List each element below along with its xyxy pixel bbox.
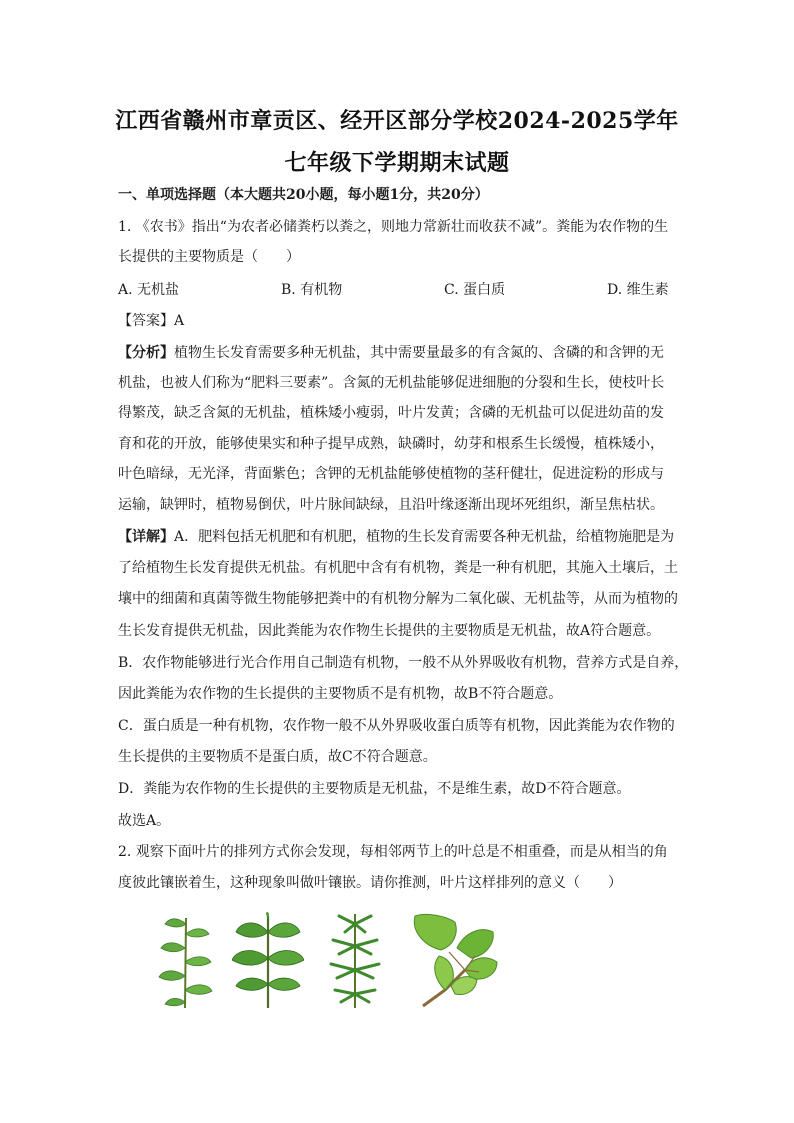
q1-option-b: B. 有机物 bbox=[281, 282, 343, 298]
q1-detail-line: B．农作物能够进行光合作用自己制造有机物，一般不从外界吸收有机物，营养方式是自养， bbox=[118, 655, 689, 671]
q1-option-a: A. 无机盐 bbox=[118, 282, 180, 298]
q1-analysis-line: 得繁茂，缺乏含氮的无机盐，植株矮小瘦弱，叶片发黄；含磷的无机盐可以促进幼苗的发 bbox=[118, 405, 664, 421]
q1-stem-line: 长提供的主要物质是（ ） bbox=[118, 249, 300, 265]
plant-opposite-leaves-image bbox=[232, 910, 304, 1010]
q1-detail-line: 壤中的细菌和真菌等微生物能够把粪中的有机物分解为二氧化碳、无机盐等，从而为植物的 bbox=[118, 591, 678, 607]
q1-detail-line: 生长提供的主要物质不是蛋白质，故C不符合题意。 bbox=[118, 749, 437, 765]
q1-detail-line: D．粪能为农作物的生长提供的主要物质是无机盐，不是维生素，故D不符合题意。 bbox=[118, 781, 631, 797]
q1-detail-line1 bbox=[118, 527, 678, 547]
q1-answer: 【答案】A bbox=[118, 313, 185, 329]
q1-conclusion: 故选A。 bbox=[118, 813, 171, 829]
q1-analysis-line: 育和花的开放，能够使果实和种子提早成熟，缺磷时，幼芽和根系生长缓慢，植株矮小， bbox=[118, 436, 664, 452]
analysis-text: 植物生长发育需要多种无机盐，其中需要量最多的有含氮的、含磷的和含钾的无 bbox=[174, 345, 664, 361]
analysis-tag: 【分析】 bbox=[118, 345, 174, 361]
q1-detail-line: C．蛋白质是一种有机物，农作物一般不从外界吸收蛋白质等有机物，因此粪能为农作物的 bbox=[118, 718, 675, 734]
q1-detail-line: 了给植物生长发育提供无机盐。有机肥中含有有机物，粪是一种有机肥，其施入土壤后，土 bbox=[118, 560, 678, 576]
plant-whorled-leaves-image bbox=[325, 910, 385, 1010]
q1-analysis-line1 bbox=[118, 343, 678, 363]
exam-title-line1: 江西省赣州市章贡区、经开区部分学校2024-2025学年 bbox=[115, 108, 679, 134]
q2-stem-line: 度彼此镶嵌着生，这种现象叫做叶镶嵌。请你推测，叶片这样排列的意义（ ） bbox=[118, 875, 622, 891]
q1-analysis-line: 运输，缺钾时，植物易倒伏，叶片脉间缺绿，且沿叶缘逐渐出现坏死组织，渐呈焦枯状。 bbox=[118, 497, 664, 513]
q1-detail-line: 因此粪能为农作物的生长提供的主要物质不是有机物，故B不符合题意。 bbox=[118, 686, 563, 702]
plant-ginkgo-leaves-image bbox=[405, 910, 505, 1010]
q1-stem-line: 1. 《农书》指出“为农者必储粪朽以粪之，则地力常新壮而收获不减”。粪能为农作物的生 bbox=[118, 219, 669, 235]
q2-stem-line: 2. 观察下面叶片的排列方式你会发现，每相邻两节上的叶总是不相重叠，而是从相当的角 bbox=[118, 844, 668, 860]
detail-text: A．肥料包括无机肥和有机肥，植物的生长发育需要各种无机盐，给植物施肥是为 bbox=[174, 529, 675, 545]
leaf-mosaic-figures bbox=[150, 910, 510, 1015]
q1-option-d: D. 维生素 bbox=[607, 282, 669, 298]
plant-alternate-leaves-image bbox=[155, 910, 215, 1010]
q1-analysis-line: 叶色暗绿，无光泽，背面紫色；含钾的无机盐能够使植物的茎秆健壮，促进淀粉的形成与 bbox=[118, 466, 664, 482]
detail-tag: 【详解】 bbox=[118, 529, 174, 545]
section-heading: 一、单项选择题（本大题共20小题，每小题1分，共20分） bbox=[118, 187, 489, 203]
q1-detail-line: 生长发育提供无机盐，因此粪能为农作物生长提供的主要物质是无机盐，故A符合题意。 bbox=[118, 623, 661, 639]
exam-title-line2: 七年级下学期期末试题 bbox=[284, 150, 510, 176]
q1-option-c: C. 蛋白质 bbox=[444, 282, 506, 298]
q1-analysis-line: 机盐，也被人们称为“肥料三要素”。含氮的无机盐能够促进细胞的分裂和生长，使枝叶长 bbox=[118, 375, 665, 391]
